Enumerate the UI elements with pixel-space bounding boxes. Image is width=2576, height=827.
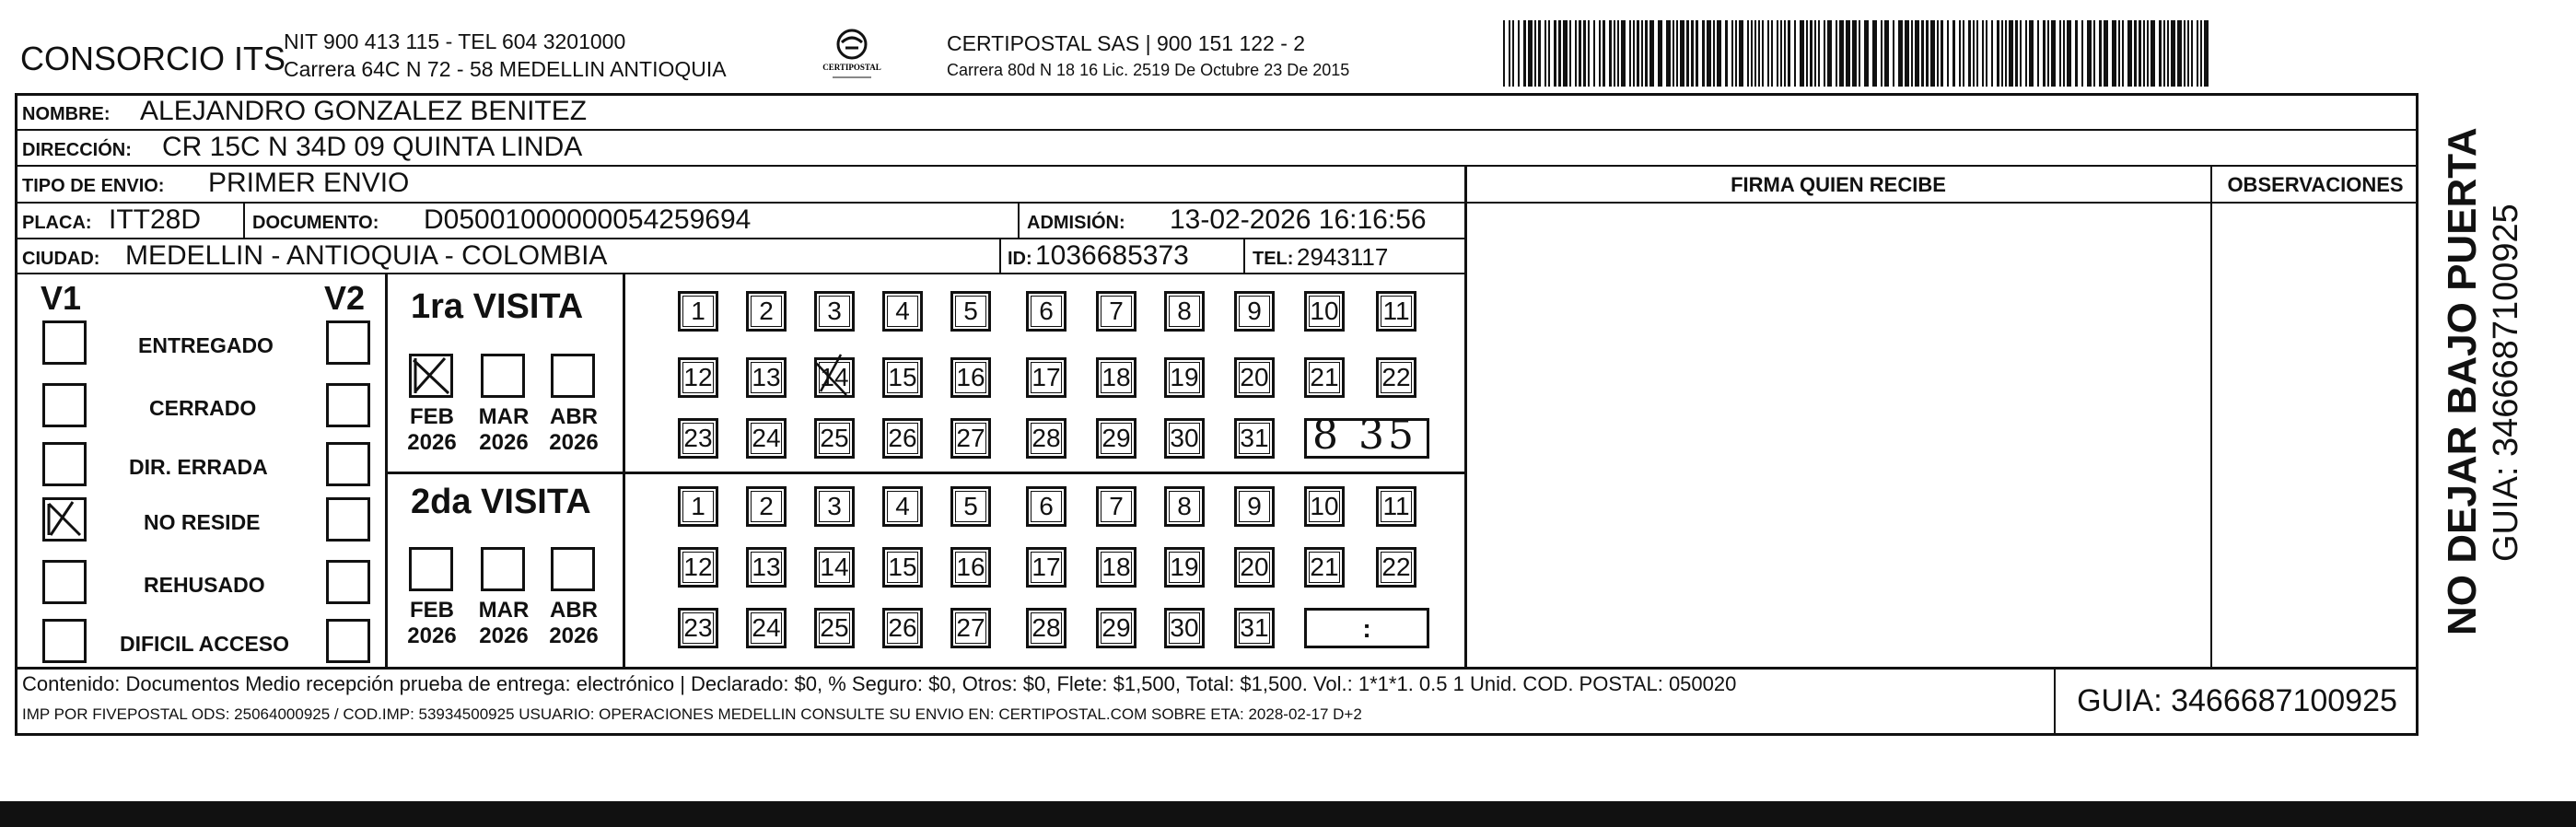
id-label: ID: <box>1008 249 1032 269</box>
footer-line1: Contenido: Documentos Medio recepción prueba de entrega: electrónico | Declarado: $0, % Seguro: $0, Otros: $0, Flete: $1,500, Total: $1,500. Vol.: 1*1*1. 0.5 1 Unid. COD. POSTAL: 050020 <box>22 672 1737 695</box>
day-box[interactable]: 31 <box>1234 608 1275 648</box>
documento-label: DOCUMENTO: <box>252 213 379 233</box>
day-box[interactable]: 18 <box>1096 357 1136 398</box>
month-checkbox[interactable] <box>551 354 595 398</box>
bottom-bar <box>0 801 2576 827</box>
day-box[interactable]: 14 <box>814 547 855 588</box>
day-box[interactable]: 7 <box>1096 291 1136 332</box>
visit1-time-box[interactable] <box>1304 412 1429 459</box>
month-label: FEB <box>410 404 454 429</box>
day-box[interactable]: 21 <box>1304 547 1345 588</box>
check-mark-icon <box>45 500 84 539</box>
certipostal-address: Carrera 80d N 18 16 Lic. 2519 De Octubre 23 De 2015 <box>947 61 1350 79</box>
side-guia: GUIA: 3466687100925 <box>2487 204 2525 562</box>
v1-checkbox[interactable] <box>42 560 87 604</box>
day-box[interactable]: 5 <box>950 291 991 332</box>
day-box[interactable]: 19 <box>1164 547 1205 588</box>
month-label: FEB <box>410 598 454 623</box>
v1-checkbox[interactable] <box>42 383 87 427</box>
tipo-label: TIPO DE ENVIO: <box>22 176 165 196</box>
month-year: 2026 <box>549 430 599 455</box>
day-box[interactable]: 31 <box>1234 418 1275 459</box>
day-box[interactable]: 12 <box>678 547 718 588</box>
status-option-label: REHUSADO <box>144 573 265 597</box>
day-box[interactable]: 16 <box>950 547 991 588</box>
month-year: 2026 <box>407 623 457 648</box>
day-box[interactable]: 30 <box>1164 608 1205 648</box>
ciudad-value: MEDELLIN - ANTIOQUIA - COLOMBIA <box>125 240 608 271</box>
placa-label: PLACA: <box>22 213 92 233</box>
day-box[interactable]: 23 <box>678 418 718 459</box>
day-box[interactable]: 24 <box>746 608 787 648</box>
month-year: 2026 <box>407 430 457 455</box>
day-box[interactable]: 10 <box>1304 486 1345 527</box>
day-box[interactable]: 4 <box>882 486 923 527</box>
day-box[interactable]: 17 <box>1026 357 1067 398</box>
tel-label: TEL: <box>1253 249 1294 269</box>
certipostal-logo-icon <box>820 26 884 85</box>
day-box[interactable]: 25 <box>814 418 855 459</box>
status-option-label: NO RESIDE <box>144 510 261 534</box>
month-checkbox[interactable] <box>481 547 525 591</box>
direccion-value: CR 15C N 34D 09 QUINTA LINDA <box>162 132 583 162</box>
month-label: MAR <box>478 404 530 429</box>
placa-value: ITT28D <box>109 204 202 235</box>
day-box[interactable]: 3 <box>814 486 855 527</box>
day-box[interactable]: 5 <box>950 486 991 527</box>
check-mark-icon <box>412 356 450 395</box>
day-box[interactable]: 16 <box>950 357 991 398</box>
status-option-label: DIFICIL ACCESO <box>120 632 290 656</box>
day-box[interactable]: 13 <box>746 357 787 398</box>
day-box[interactable]: 9 <box>1234 486 1275 527</box>
day-box[interactable]: 14 <box>814 357 855 398</box>
day-box[interactable]: 7 <box>1096 486 1136 527</box>
v1-checkbox[interactable] <box>42 442 87 486</box>
v2-checkbox[interactable] <box>326 383 370 427</box>
month-label: ABR <box>550 598 598 623</box>
day-box[interactable]: 17 <box>1026 547 1067 588</box>
v2-checkbox[interactable] <box>326 320 370 365</box>
day-box[interactable]: 1 <box>678 291 718 332</box>
nombre-value: ALEJANDRO GONZALEZ BENITEZ <box>140 96 588 126</box>
day-box[interactable]: 20 <box>1234 547 1275 588</box>
day-box[interactable]: 2 <box>746 291 787 332</box>
admision-label: ADMISIÓN: <box>1027 213 1125 233</box>
day-box[interactable]: 9 <box>1234 291 1275 332</box>
company-name: CONSORCIO ITS <box>20 40 286 77</box>
ciudad-label: CIUDAD: <box>22 249 100 269</box>
certipostal-logo <box>820 26 884 85</box>
day-box[interactable]: 27 <box>950 418 991 459</box>
barcode <box>1503 20 2218 87</box>
month-year: 2026 <box>549 623 599 648</box>
day-box[interactable]: 1 <box>678 486 718 527</box>
day-box[interactable]: 20 <box>1234 357 1275 398</box>
v2-checkbox[interactable] <box>326 442 370 486</box>
day-cross-mark <box>813 353 850 399</box>
day-box[interactable]: 26 <box>882 608 923 648</box>
v1-checkbox[interactable] <box>42 619 87 663</box>
month-checkbox[interactable] <box>409 354 453 398</box>
v2-checkbox[interactable] <box>326 619 370 663</box>
v1-checkbox[interactable] <box>42 320 87 365</box>
day-box[interactable]: 6 <box>1026 486 1067 527</box>
certipostal-line: CERTIPOSTAL SAS | 900 151 122 - 2 <box>947 31 1306 55</box>
id-value: 1036685373 <box>1035 240 1189 271</box>
day-box[interactable]: 29 <box>1096 418 1136 459</box>
day-box[interactable]: 12 <box>678 357 718 398</box>
company-nit: NIT 900 413 115 - TEL 604 3201000 <box>284 29 626 53</box>
footer-guia: GUIA: 3466687100925 <box>2077 683 2397 718</box>
day-box[interactable]: 11 <box>1376 486 1416 527</box>
month-checkbox[interactable] <box>551 547 595 591</box>
day-box[interactable]: 22 <box>1376 357 1416 398</box>
visit2-time-box[interactable] <box>1304 608 1429 648</box>
tel-value: 2943117 <box>1297 243 1389 271</box>
observaciones-area[interactable] <box>2212 204 2419 667</box>
day-box[interactable]: 28 <box>1026 608 1067 648</box>
day-box[interactable]: 19 <box>1164 357 1205 398</box>
visit1-title: 1ra VISITA <box>411 287 584 326</box>
tipo-value: PRIMER ENVIO <box>208 168 410 198</box>
visit2-time: : <box>1362 614 1371 643</box>
day-box[interactable]: 18 <box>1096 547 1136 588</box>
month-label: ABR <box>550 404 598 429</box>
day-box[interactable]: 29 <box>1096 608 1136 648</box>
day-box[interactable]: 23 <box>678 608 718 648</box>
day-box[interactable]: 4 <box>882 291 923 332</box>
day-box[interactable]: 11 <box>1376 291 1416 332</box>
visit2-title: 2da VISITA <box>411 483 591 521</box>
day-box[interactable]: 3 <box>814 291 855 332</box>
day-box[interactable]: 15 <box>882 357 923 398</box>
observaciones-header: OBSERVACIONES <box>2227 173 2404 196</box>
v1-label: V1 <box>41 279 82 317</box>
month-label: MAR <box>478 598 530 623</box>
day-box[interactable]: 26 <box>882 418 923 459</box>
day-box[interactable]: 24 <box>746 418 787 459</box>
v1-checkbox[interactable] <box>42 497 87 542</box>
barcode-icon <box>1503 20 2218 87</box>
day-box[interactable]: 6 <box>1026 291 1067 332</box>
day-box[interactable]: 25 <box>814 608 855 648</box>
direccion-label: DIRECCIÓN: <box>22 140 132 160</box>
month-checkbox[interactable] <box>409 547 453 591</box>
day-box[interactable]: 8 <box>1164 486 1205 527</box>
day-box[interactable]: 27 <box>950 608 991 648</box>
company-address: Carrera 64C N 72 - 58 MEDELLIN ANTIOQUIA <box>284 57 727 81</box>
v2-checkbox[interactable] <box>326 497 370 542</box>
day-box[interactable]: 2 <box>746 486 787 527</box>
svg-text:CERTIPOSTAL: CERTIPOSTAL <box>822 63 881 72</box>
day-box[interactable]: 10 <box>1304 291 1345 332</box>
month-year: 2026 <box>479 430 529 455</box>
day-box[interactable]: 15 <box>882 547 923 588</box>
day-box[interactable]: 22 <box>1376 547 1416 588</box>
v2-checkbox[interactable] <box>326 560 370 604</box>
month-checkbox[interactable] <box>481 354 525 398</box>
documento-value: D05001000000054259694 <box>424 204 752 235</box>
status-option-label: CERRADO <box>149 396 257 420</box>
day-box[interactable]: 8 <box>1164 291 1205 332</box>
visit1-time: 8 35 <box>1312 412 1417 459</box>
day-box[interactable]: 21 <box>1304 357 1345 398</box>
status-option-label: ENTREGADO <box>138 333 274 357</box>
month-year: 2026 <box>479 623 529 648</box>
admision-value: 13-02-2026 16:16:56 <box>1170 204 1427 235</box>
day-box[interactable]: 30 <box>1164 418 1205 459</box>
firma-area[interactable] <box>1467 204 2210 667</box>
footer-line2: IMP POR FIVEPOSTAL ODS: 25064000925 / COD.IMP: 53934500925 USUARIO: OPERACIONES MEDELLIN CONSULTE SU ENVIO EN: CERTIPOSTAL.COM SOBRE ETA: 2028-02-17 D+2 <box>22 705 1362 723</box>
day-box[interactable]: 13 <box>746 547 787 588</box>
status-option-label: DIR. ERRADA <box>129 455 268 479</box>
nombre-label: NOMBRE: <box>22 104 111 124</box>
side-no-dejar: NO DEJAR BAJO PUERTA <box>2440 127 2485 635</box>
firma-header: FIRMA QUIEN RECIBE <box>1731 173 1946 196</box>
v2-label: V2 <box>324 279 366 317</box>
day-box[interactable]: 28 <box>1026 418 1067 459</box>
